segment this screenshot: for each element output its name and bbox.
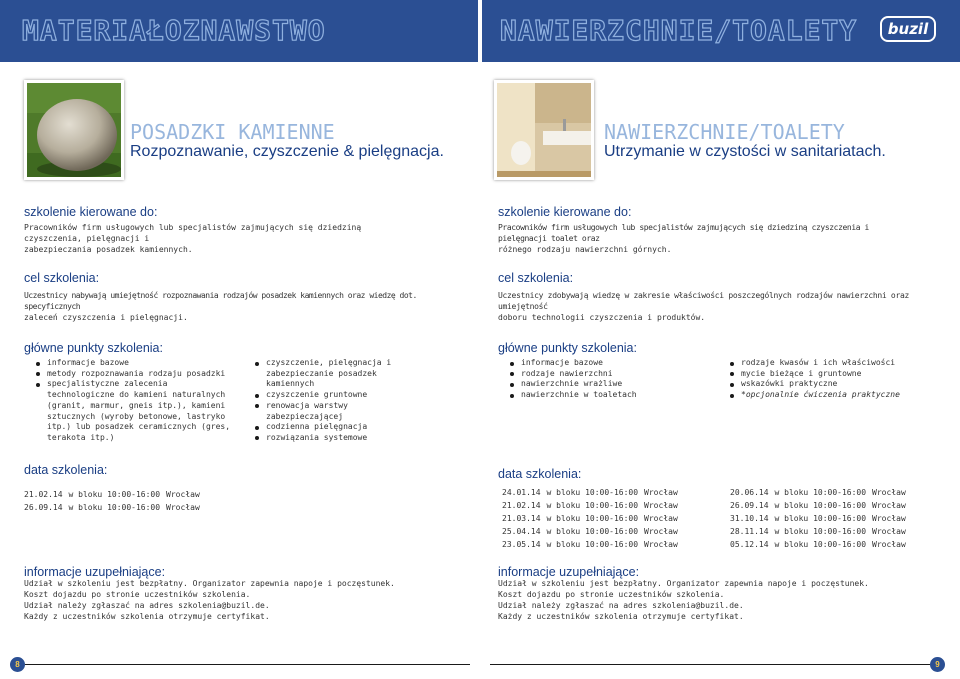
date-cell: 26.09.14 <box>730 501 769 510</box>
time-cell: w bloku 10:00-16:00 <box>774 527 867 536</box>
right-banner-title: NAWIERZCHNIE/TOALETY <box>500 14 858 47</box>
right-page-subtitle: Utrzymanie w czystości w sanitariatach. <box>604 143 886 160</box>
list-item: czyszczenie, pielęgnacja i zabezpieczanie posadzek kamiennych <box>255 358 420 390</box>
city-cell: Wrocław <box>166 490 200 499</box>
left-info-heading: informacje uzupełniające: <box>24 565 166 579</box>
date-cell: 21.02.14 <box>24 490 63 499</box>
time-cell: w bloku 10:00-16:00 <box>774 488 867 497</box>
right-points-heading: główne punkty szkolenia: <box>498 341 637 355</box>
date-cell: 31.10.14 <box>730 514 769 523</box>
list-item: *opcjonalnie ćwiczenia praktyczne <box>730 390 930 401</box>
right-dates-heading: data szkolenia: <box>498 467 582 481</box>
city-cell: Wrocław <box>644 501 678 510</box>
left-info-text <box>24 578 444 622</box>
right-info-text <box>498 578 918 622</box>
list-item: nawierzchnie w toaletach <box>510 390 710 401</box>
list-item: renowacja warstwy zabezpieczającej <box>255 401 420 422</box>
list-item: mycie bieżące i gruntowne <box>730 369 930 380</box>
left-audience-heading: szkolenie kierowane do: <box>24 205 158 219</box>
left-page-banner <box>0 0 478 62</box>
text-line: Udział w szkoleniu jest bezpłatny. Organizator zapewnia napoje i poczęstunek. <box>498 579 869 588</box>
date-cell: 25.04.14 <box>502 527 541 536</box>
right-info-heading: informacje uzupełniające: <box>498 565 640 579</box>
text-line: doboru technologii czyszczenia i produktów. <box>498 313 706 322</box>
right-goal-heading: cel szkolenia: <box>498 271 574 285</box>
list-item: nawierzchnie wrażliwe <box>510 379 710 390</box>
stone-floor-photo <box>24 80 124 180</box>
text-line: zaleceń czyszczenia i pielęgnacji. <box>24 313 188 322</box>
list-item: czyszczenie gruntowne <box>255 390 420 401</box>
time-cell: w bloku 10:00-16:00 <box>774 514 867 523</box>
date-cell: 21.03.14 <box>502 514 541 523</box>
left-page-title: POSADZKI KAMIENNE <box>130 120 335 144</box>
right-goal-text <box>498 290 918 323</box>
time-cell: w bloku 10:00-16:00 <box>546 540 639 549</box>
date-cell: 24.01.14 <box>502 488 541 497</box>
city-cell: Wrocław <box>872 514 906 523</box>
table-row <box>730 512 912 525</box>
time-cell: w bloku 10:00-16:00 <box>546 514 639 523</box>
left-points-heading: główne punkty szkolenia: <box>24 341 163 355</box>
left-goal-heading: cel szkolenia: <box>24 271 100 285</box>
city-cell: Wrocław <box>872 540 906 549</box>
left-dates-table <box>24 488 206 514</box>
list-item: specjalistyczne zalecenia technologiczne do kamieni naturalnych (granit, marmur, gneis itp.), kamieni sztucznych (wyroby betonowe, lastryko itp.) lub posadzek ceramicznych (gres, terakota itp.) <box>36 379 236 443</box>
time-cell: w bloku 10:00-16:00 <box>68 490 161 499</box>
bathroom-photo <box>494 80 594 180</box>
table-row <box>24 501 206 514</box>
list-item: rodzaje kwasów i ich właściwości <box>730 358 930 369</box>
city-cell: Wrocław <box>872 501 906 510</box>
text-line: zabezpieczania posadzek kamiennych. <box>24 245 193 254</box>
table-row <box>730 525 912 538</box>
list-item: informacje bazowe <box>36 358 236 369</box>
text-line: Koszt dojazdu po stronie uczestników szkolenia. <box>498 590 725 599</box>
table-row <box>730 538 912 551</box>
text-line: Udział należy zgłaszać na adres szkolenia@buzil.de. <box>24 601 270 610</box>
date-cell: 26.09.14 <box>24 503 63 512</box>
left-dates-heading: data szkolenia: <box>24 463 108 477</box>
table-row <box>502 525 684 538</box>
text-line: Pracowników firm usługowych lub specjalistów zajmujących się dziedziną czyszczenia i pielęgnacji toalet oraz <box>498 223 869 243</box>
table-row <box>730 486 912 499</box>
text-line: Pracowników firm usługowych lub specjalistów zajmujących się dziedziną czyszczenia, pielęgnacji i <box>24 223 362 243</box>
left-audience-text <box>24 222 414 255</box>
text-line: różnego rodzaju nawierzchni górnych. <box>498 245 672 254</box>
right-audience-heading: szkolenie kierowane do: <box>498 205 632 219</box>
city-cell: Wrocław <box>872 488 906 497</box>
left-points-list-1 <box>36 358 236 444</box>
table-row <box>730 499 912 512</box>
list-item: wskazówki praktyczne <box>730 379 930 390</box>
table-row <box>24 488 206 501</box>
left-points-list-2 <box>255 358 420 444</box>
city-cell: Wrocław <box>644 527 678 536</box>
right-points-list-1 <box>510 358 710 401</box>
left-page-number: 8 <box>10 657 25 672</box>
text-line: Udział należy zgłaszać na adres szkolenia@buzil.de. <box>498 601 744 610</box>
time-cell: w bloku 10:00-16:00 <box>68 503 161 512</box>
list-item: codzienna pielęgnacja <box>255 422 420 433</box>
left-goal-text <box>24 290 424 323</box>
date-cell: 20.06.14 <box>730 488 769 497</box>
list-item: metody rozpoznawania rodzaju posadzki <box>36 369 236 380</box>
city-cell: Wrocław <box>644 540 678 549</box>
left-banner-title: MATERIAŁOZNAWSTWO <box>22 14 326 47</box>
buzil-logo: buzil <box>880 16 936 42</box>
date-cell: 05.12.14 <box>730 540 769 549</box>
time-cell: w bloku 10:00-16:00 <box>546 501 639 510</box>
list-item: rozwiązania systemowe <box>255 433 420 444</box>
city-cell: Wrocław <box>872 527 906 536</box>
city-cell: Wrocław <box>644 488 678 497</box>
time-cell: w bloku 10:00-16:00 <box>546 527 639 536</box>
right-points-list-2 <box>730 358 930 401</box>
city-cell: Wrocław <box>166 503 200 512</box>
list-item: rodzaje nawierzchni <box>510 369 710 380</box>
table-row <box>502 486 684 499</box>
right-dates-table-1 <box>502 486 684 551</box>
text-line: Każdy z uczestników szkolenia otrzymuje certyfikat. <box>24 612 270 621</box>
right-page-title: NAWIERZCHNIE/TOALETY <box>604 120 845 144</box>
right-page-banner <box>482 0 960 62</box>
time-cell: w bloku 10:00-16:00 <box>774 540 867 549</box>
text-line: Koszt dojazdu po stronie uczestników szkolenia. <box>24 590 251 599</box>
left-page-subtitle: Rozpoznawanie, czyszczenie & pielęgnacja. <box>130 143 444 160</box>
table-row <box>502 499 684 512</box>
list-item: informacje bazowe <box>510 358 710 369</box>
right-dates-table-2 <box>730 486 912 551</box>
table-row <box>502 512 684 525</box>
time-cell: w bloku 10:00-16:00 <box>546 488 639 497</box>
text-line: Każdy z uczestników szkolenia otrzymuje certyfikat. <box>498 612 744 621</box>
right-audience-text <box>498 222 918 255</box>
text-line: Uczestnicy zdobywają wiedzę w zakresie właściwości poszczególnych rodzajów nawierzchni oraz umiejętność <box>498 291 909 311</box>
date-cell: 28.11.14 <box>730 527 769 536</box>
table-row <box>502 538 684 551</box>
text-line: Uczestnicy nabywają umiejętność rozpoznawania rodzajów posadzek kamiennych oraz wiedzę dot. specyficznych <box>24 291 417 311</box>
right-footer-line <box>490 664 930 665</box>
time-cell: w bloku 10:00-16:00 <box>774 501 867 510</box>
left-footer-line <box>25 664 470 665</box>
date-cell: 23.05.14 <box>502 540 541 549</box>
city-cell: Wrocław <box>644 514 678 523</box>
text-line: Udział w szkoleniu jest bezpłatny. Organizator zapewnia napoje i poczęstunek. <box>24 579 395 588</box>
right-page-number: 9 <box>930 657 945 672</box>
date-cell: 21.02.14 <box>502 501 541 510</box>
